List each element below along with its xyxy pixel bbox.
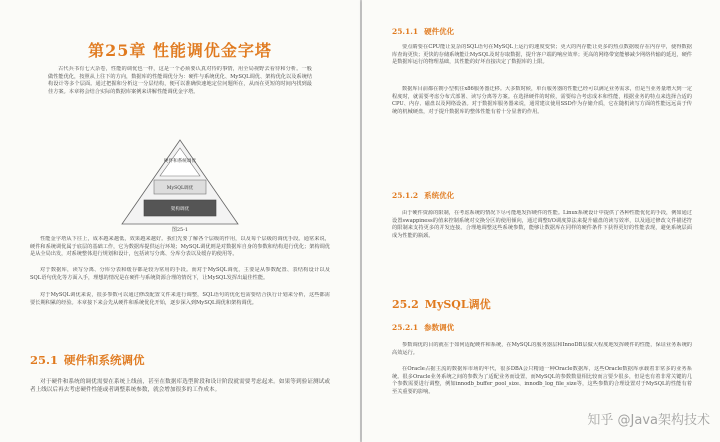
body-paragraph-2: 对于数据库，读写分离、分库分表和缓存都是较为常用的手段。而对于MySQL调优，主要是从参数配置、表结构设计以及SQL语句优化等方面入手，理想的情况是在硬件与系统资源合理的情况下，让MySQL发挥出最佳性能。 bbox=[30, 267, 330, 281]
section-number: 25.1.2 bbox=[392, 191, 419, 200]
chapter-title: 第25章 性能调优金字塔 bbox=[88, 41, 272, 60]
parameter-paragraph-2: 在Oracle占据主流的数据库市场的年代，很多DBA会只精通一种Oracle数据库，这些Oracle数据库承载着非常多的业务系统。很多Oracle业务系统之间的参数为了适配业务而设置，而MySQL的参数数量相比较而言要少很多，但是也有着非常关键的几个参数需要进行调整，例如innodb_buffer_pool_size、innodb_log_file_size等，这些参数的合理设置对于MySQL的性能有着至关重要的影响。 bbox=[392, 366, 692, 395]
performance-pyramid-figure bbox=[120, 138, 240, 230]
pyramid-bottom-label: 架构调优 bbox=[170, 207, 190, 212]
intro-paragraph: 古代兵书有七大杂卷，性能的调优也一样，这是一个必须要认真对待的事情，用全局视野去看待和分析。一般做性能优化，按照从上往下的方向，数据库的性能调优分为：硬件与系统优化、MySQL调优、架构优化以及系统结构设计等多个层面。通过把握和分析这一分层结构，便可以准确快速地定位问题所在，从而在更短的时间内找到最佳方案。本章将会结合实际的数据库案例来讲解性能调优金字塔。 bbox=[48, 66, 312, 95]
hardware-paragraph-1: 要点睛要在CPU能让复杂的SQL语句在MySQL上运行的速度变快；更大的内存能让更多的热点数据缓存在内存中，使得数据库查询更快；更快的存储系统能让MySQL及时存取数据，提升客户端的响应效率；更高的网络带宽能够减少网络传输的延迟，硬件是数据库运行的物理基础，其性能的好坏直接决定了数据库的上限。 bbox=[392, 44, 692, 66]
body-paragraph-1: 性能金字塔从下往上，成本越来越低，效果越来越好。我们先要了解各个层级的作用，以及每个层级的调优手段。通常来说，硬件和系统调优属于底层的基础工作，它为数据库提供运行环境；MySQL调优则是对数据库自身的参数和结构进行优化；架构调优是从全局出发，对系统整体进行规划和设计，包括读写分离、分库分表以及缓存的使用等。 bbox=[30, 236, 330, 258]
section-title: MySQL调优 bbox=[424, 298, 491, 311]
section-number: 25.1 bbox=[30, 353, 59, 367]
pyramid-top-label: 硬件和系统调优 bbox=[163, 159, 197, 164]
section-25-2-heading bbox=[392, 296, 491, 312]
hardware-paragraph-2: 数据库目前都在朝小型机往x86服务器迁移。大多数时候，单台服务器的性能已经可以满足业务需求，但是当业务量增大到一定程度时，就需要考虑分布式部署、读写分离等方案。在选择硬件的时候，需要综合考虑成本和性能，根据业务的特点来选择合适的CPU、内存、磁盘以及网络设备。对于数据库服务器来说，通常建议使用SSD作为存储介质，它在随机读写方面的性能远远高于传统的机械硬盘，对于提升数据库的整体性能有着十分显著的作用。 bbox=[392, 86, 692, 115]
section-title: 硬件和系统调优 bbox=[64, 353, 145, 367]
section-number: 25.2.1 bbox=[392, 323, 419, 332]
section-title: 硬件优化 bbox=[424, 27, 455, 36]
system-paragraph: 由于硬件资源的限制，在考虑系统的情况下尽可能地发挥硬件的性能。Linux系统设计中提供了各种性能优化的手段，例如通过设置swappiness的值来控制系统对交换分区的使用倾向，通过调整I/O调度算法来提升磁盘的读写效率，以及通过修改文件描述符的限制来支持更多的并发连接。合理地调整这些系统参数，能够让数据库在同样的硬件条件下获得更好的性能表现，避免系统层面成为性能的瓶颈。 bbox=[392, 210, 692, 239]
pyramid-middle-label: MySQL调优 bbox=[166, 186, 194, 191]
section-25-2-1-heading bbox=[392, 322, 454, 333]
section-25-1-2-heading bbox=[392, 190, 454, 201]
section-title: 系统优化 bbox=[424, 191, 455, 200]
watermark: 知乎 @Java架构技术 bbox=[587, 413, 710, 428]
right-page bbox=[362, 0, 720, 442]
body-paragraph-3: 对于MySQL调优来说，很多参数可以通过修改配置文件来进行调整，SQL语句的优化也需要结合执行计划来分析，这些都需要长期积累的经验。本章接下来会先从硬件和系统优化开始，逐步深入到MySQL调优和架构调优。 bbox=[30, 292, 330, 306]
section-number: 25.1.1 bbox=[392, 27, 419, 36]
section-25-1-1-heading bbox=[392, 26, 454, 37]
parameter-paragraph-1: 参数调优的目的就在于如何适配硬件和系统，在MySQL的服务器层和InnoDB层做大程度地发挥硬件的性能，保证业务系统的高效运行。 bbox=[392, 342, 692, 356]
figure-caption: 图25-1 bbox=[171, 227, 189, 233]
section-number: 25.2 bbox=[392, 298, 419, 311]
section-title: 参数调优 bbox=[424, 323, 455, 332]
section-25-1-paragraph: 对于硬件和系统的调优需要在系统上线前，甚至在数据库选型阶段和设计阶段就需要考虑起来。如果等到验证测试或者上线以后再去考虑硬件性能或者调整系统参数，就会增加很多的工作成本。 bbox=[30, 379, 330, 394]
section-25-1-heading bbox=[30, 352, 145, 368]
